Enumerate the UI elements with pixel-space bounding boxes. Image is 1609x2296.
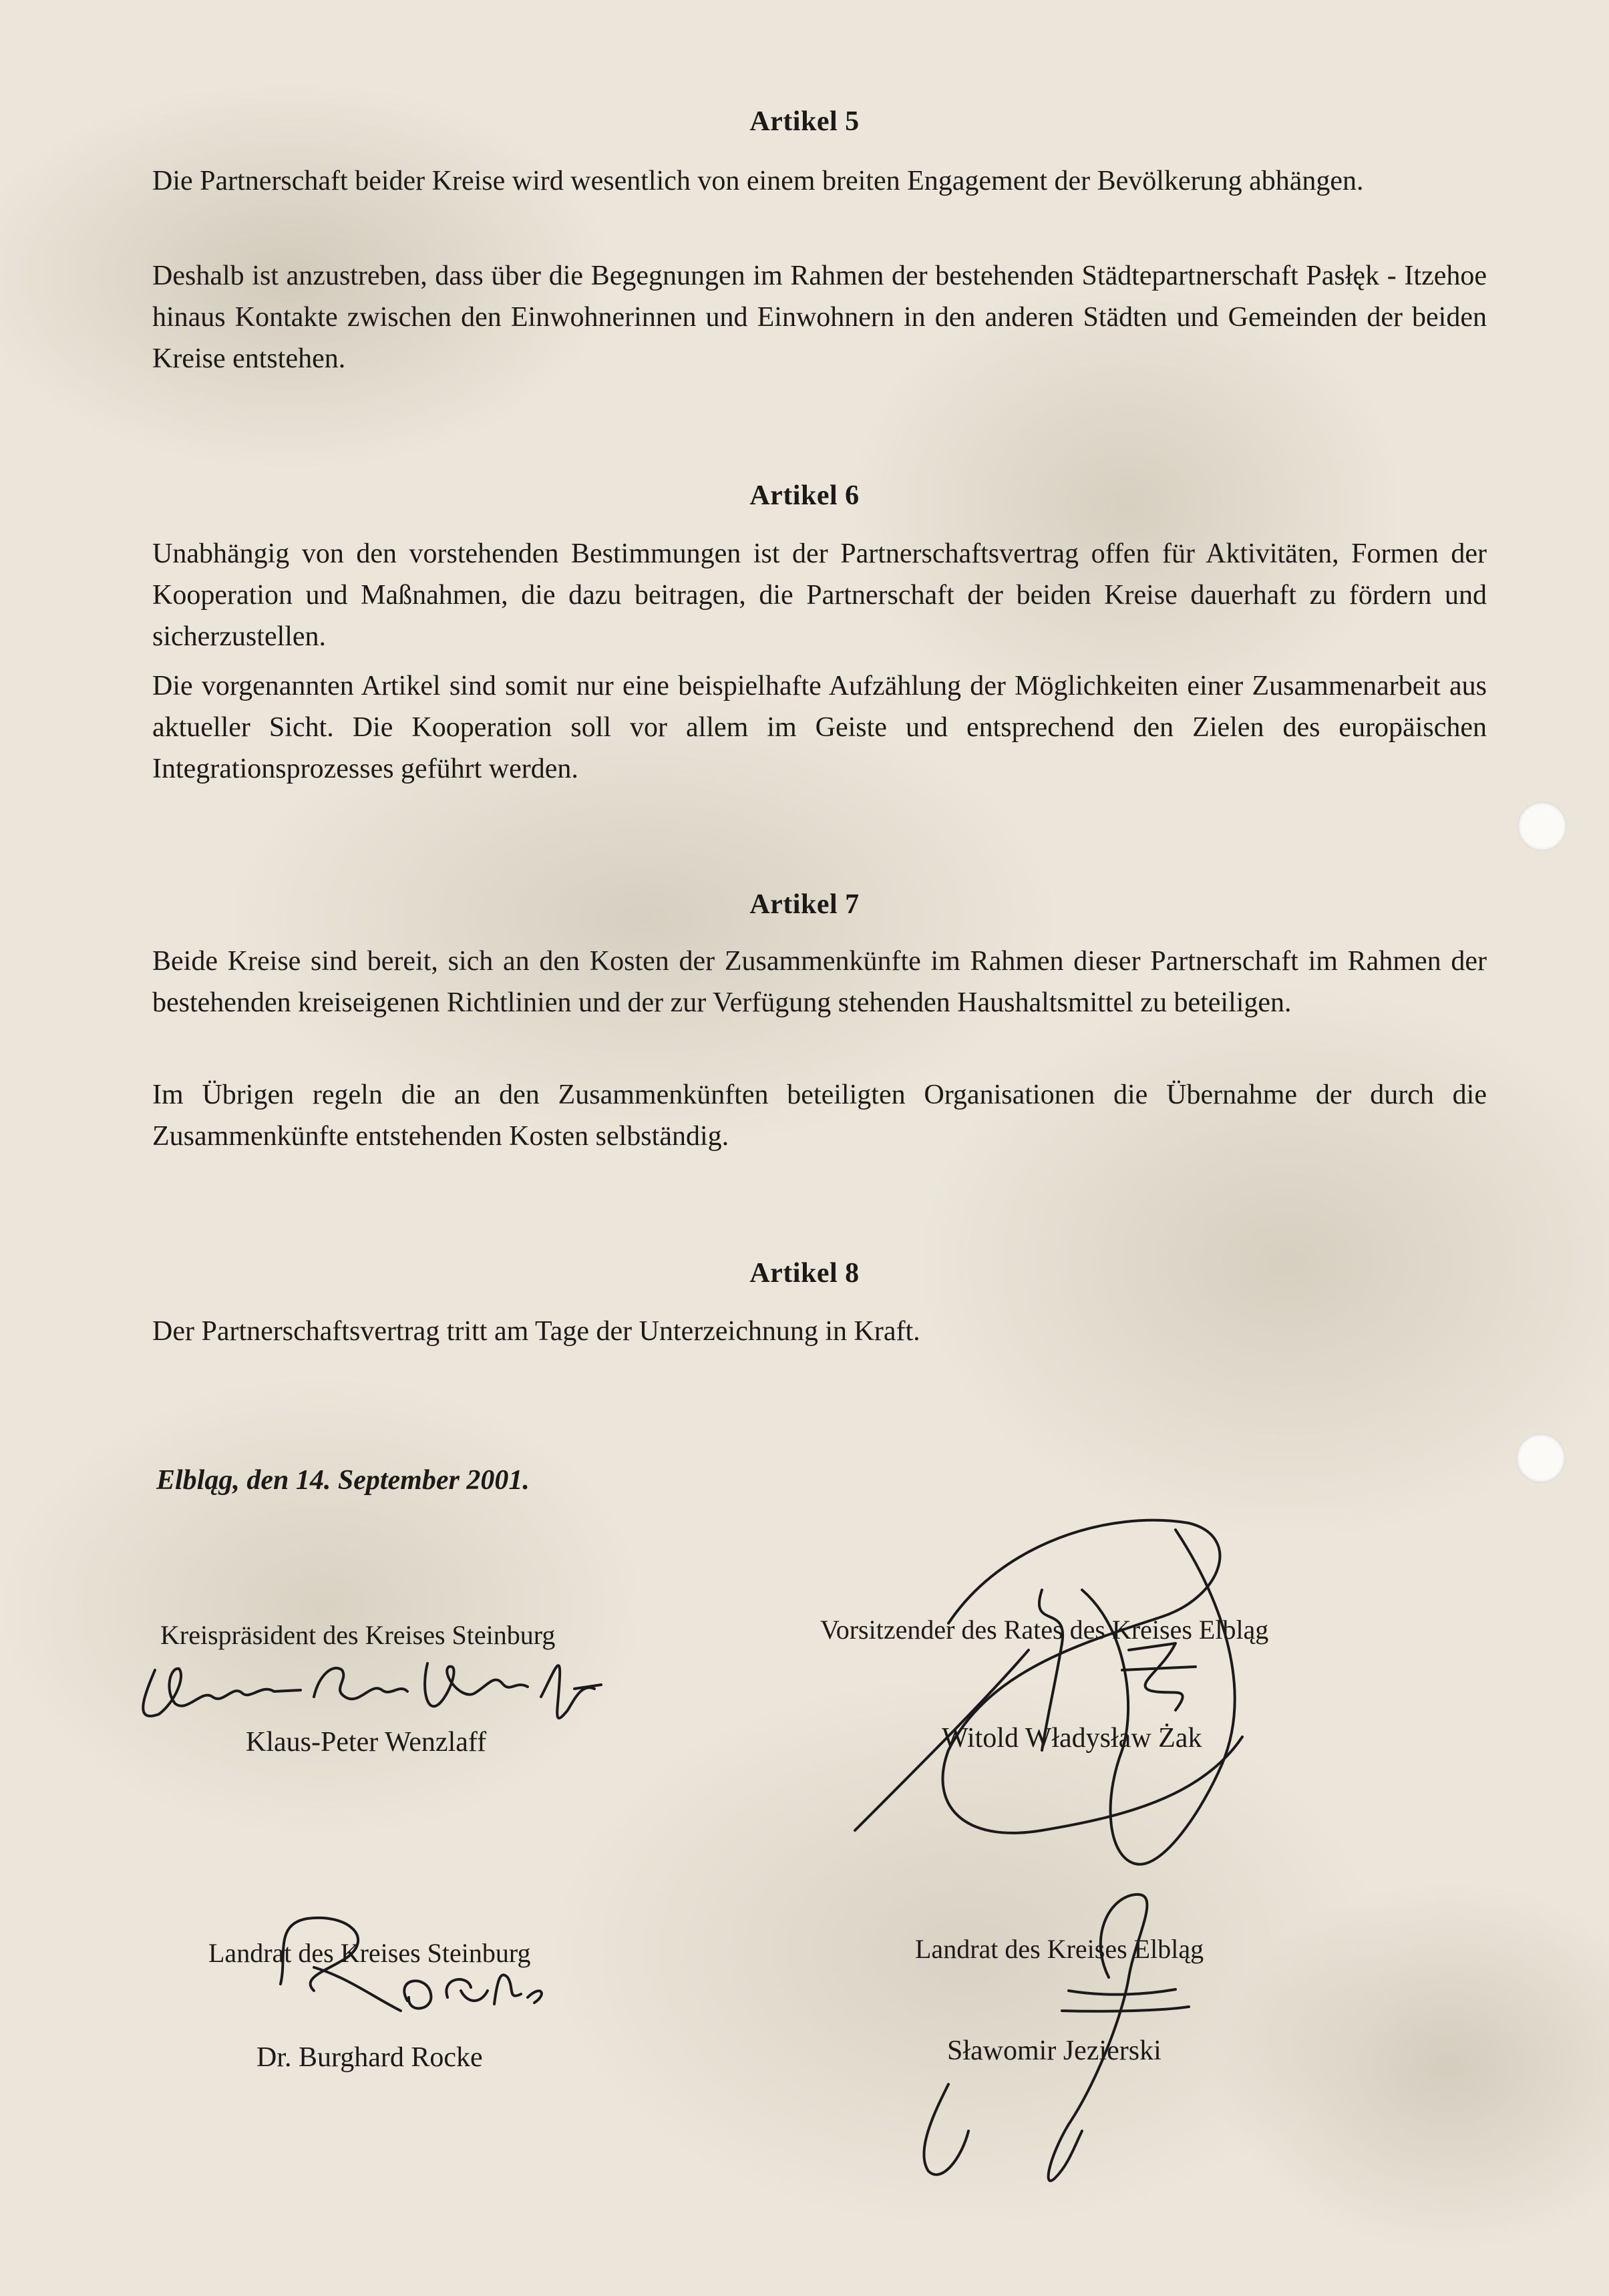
- signatory-name-zak: Witold Władysław Żak: [942, 1723, 1202, 1754]
- signature-rocke: [281, 1918, 542, 2011]
- signature-jezierski: [924, 1895, 1189, 2181]
- article-8-heading: Artikel 8: [749, 1258, 860, 1289]
- article-6-heading: Artikel 6: [749, 480, 860, 511]
- article-5-paragraph-2: Deshalb ist anzustreben, dass über die Begegnungen im Rahmen der bestehenden Städtepartnerschaft Pasłęk - Itzehoe hinaus Kontakte zwischen den Einwohnerinnen und Einwohnern in den anderen Städten und Gemeinden der beiden Kreise entstehen.: [152, 261, 1487, 374]
- article-5-paragraph-1: Die Partnerschaft beider Kreise wird wesentlich von einem breiten Engagement der Bevölkerung abhängen.: [152, 166, 1364, 196]
- signatory-title-elblag-council-chair: Vorsitzender des Rates des Kreises Elbląg: [820, 1615, 1269, 1645]
- signatory-title-elblag-landrat: Landrat des Kreises Elbląg: [915, 1934, 1204, 1964]
- article-7-paragraph-2: Im Übrigen regeln die an den Zusammenkünften beteiligten Organisationen die Übernahme der durch die Zusammenkünfte entstehenden Kosten selbständig.: [152, 1080, 1487, 1152]
- article-7-heading: Artikel 7: [749, 889, 860, 920]
- place-date: Elbląg, den 14. September 2001.: [156, 1465, 530, 1496]
- article-8-paragraph-1: Der Partnerschaftsvertrag tritt am Tage der Unterzeichnung in Kraft.: [152, 1316, 920, 1347]
- signature-wenzlaff: [143, 1663, 601, 1718]
- article-5-heading: Artikel 5: [749, 106, 860, 137]
- signatory-name-rocke: Dr. Burghard Rocke: [256, 2042, 483, 2073]
- signatory-title-steinburg-landrat: Landrat des Kreises Steinburg: [208, 1938, 531, 1968]
- article-6-paragraph-1: Unabhängig von den vorstehenden Bestimmungen ist der Partnerschaftsvertrag offen für Aktivitäten, Formen der Kooperation und Maßnahmen, die dazu beitragen, die Partnerschaft der beiden Kreise dauerhaft zu fördern und sicherzustellen.: [152, 538, 1487, 652]
- article-7-paragraph-1: Beide Kreise sind bereit, sich an den Kosten der Zusammenkünfte im Rahmen dieser Partnerschaft im Rahmen der bestehenden kreiseigenen Richtlinien und der zur Verfügung stehenden Haushaltsmittel zu beteiligen.: [152, 946, 1487, 1018]
- signatory-name-jezierski: Sławomir Jezierski: [947, 2035, 1161, 2066]
- signature-zak: [855, 1520, 1242, 1864]
- article-6-paragraph-2: Die vorgenannten Artikel sind somit nur eine beispielhafte Aufzählung der Möglichkeiten einer Zusammenarbeit aus aktueller Sicht. Die Kooperation soll vor allem im Geiste und entsprechend den Zielen des europäischen Integrationsprozesses geführt werden.: [152, 671, 1487, 784]
- signatory-name-wenzlaff: Klaus-Peter Wenzlaff: [246, 1727, 487, 1758]
- signatory-title-steinburg-president: Kreispräsident des Kreises Steinburg: [160, 1620, 556, 1650]
